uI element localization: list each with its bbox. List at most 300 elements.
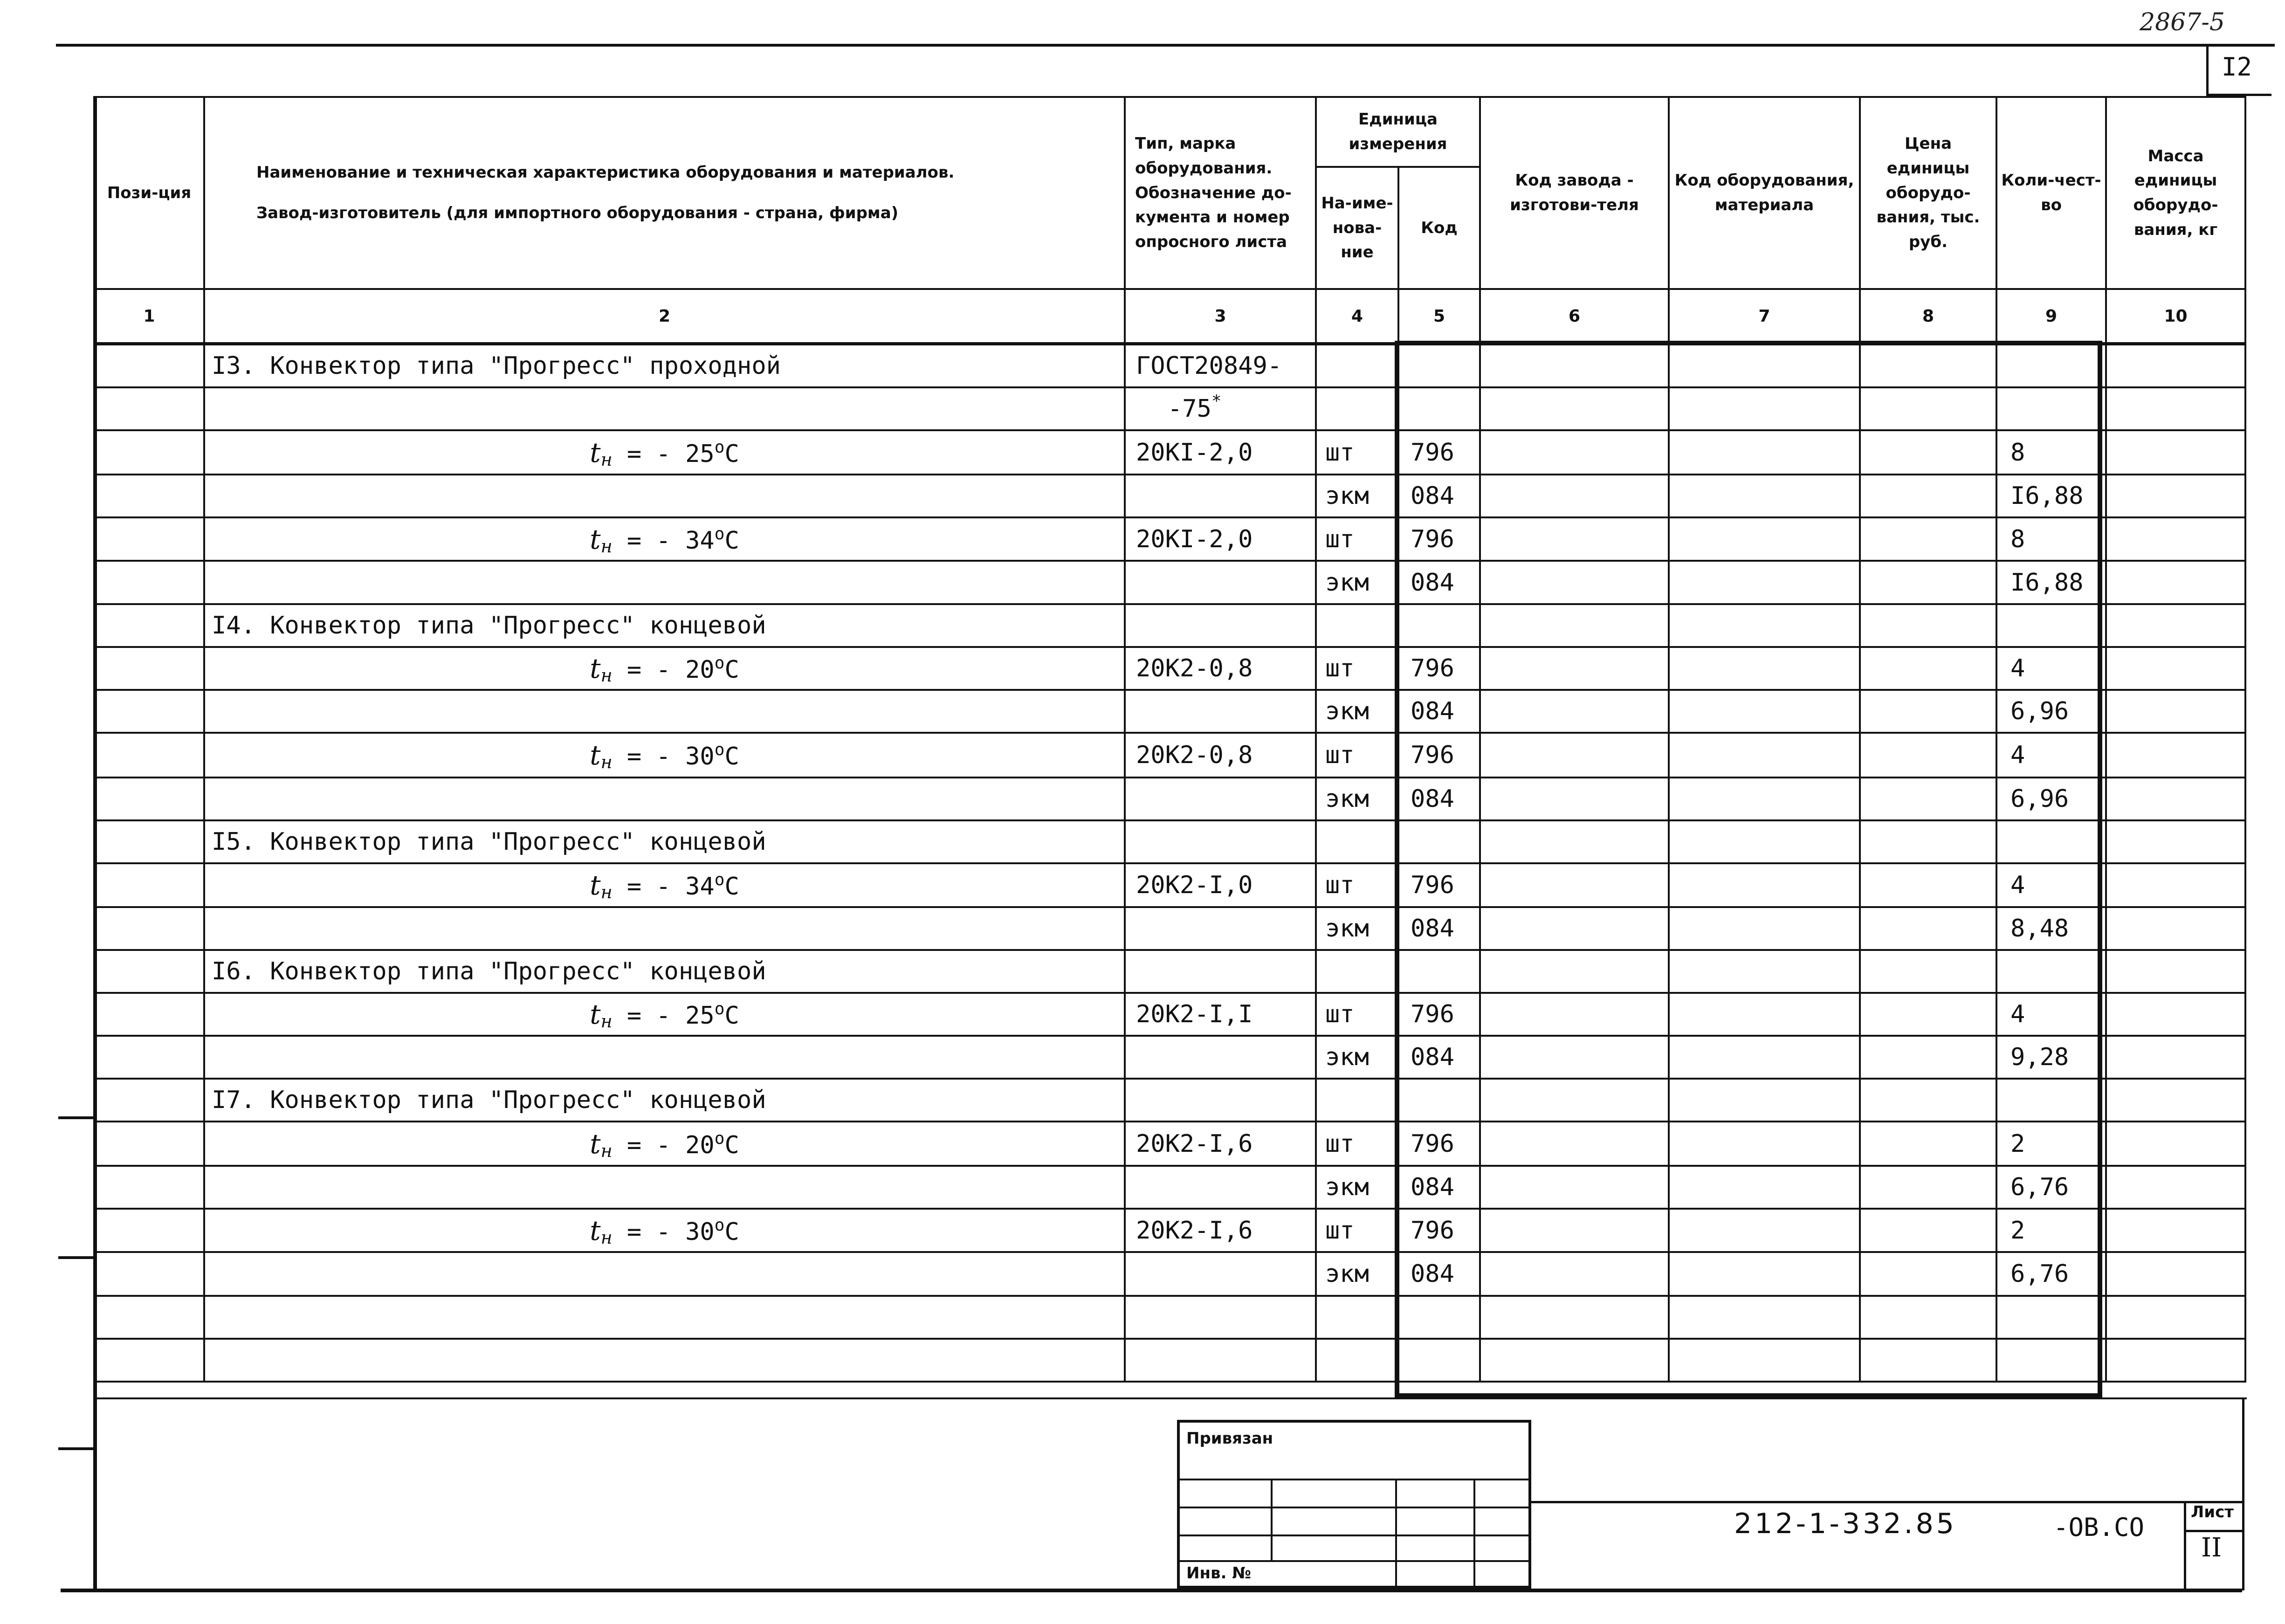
cell-mass [2106,647,2245,690]
cell-price [1860,993,1996,1036]
degree-sign: o [714,740,725,759]
cell-quantity: 8 [1996,430,2106,475]
cell-factory-code [1480,1036,1669,1079]
cell-factory-code [1480,993,1669,1036]
cell-quantity: 2 [1996,1122,2106,1166]
frame-left-line [93,96,97,1590]
temperature-subscript: н [600,1140,613,1161]
cell-equipment-code [1669,993,1860,1036]
temperature-unit: С [724,1131,739,1159]
cell-unit-name: экм [1316,778,1398,820]
cell-equipment-code [1669,561,1860,604]
column-number: 4 [1316,289,1398,344]
cell-name [204,561,1125,604]
cell-equipment-code [1669,1339,1860,1382]
cell-factory-code [1480,1252,1669,1296]
sheet-number: II [2201,1533,2222,1563]
cell-position [94,561,204,604]
cell-price [1860,1296,1996,1339]
temperature-unit: С [724,873,739,901]
cell-position [94,604,204,647]
equals-sign: = [612,1002,656,1030]
header-name-line2: Завод-изготовитель (для импортного оборудования - страна, фирма) [256,204,899,222]
frame-bottom-line [61,1589,2242,1592]
cell-type [1125,1209,1316,1252]
cell-mass [2106,344,2245,388]
cell-price [1860,430,1996,475]
table-row [94,863,2245,907]
cell-price [1860,1036,1996,1079]
cell-factory-code [1480,1122,1669,1166]
cell-quantity [1996,950,2106,993]
cell-equipment-code [1669,1166,1860,1209]
temperature-symbol: t [590,436,601,468]
cell-type [1125,690,1316,733]
specification-table [93,96,2246,1383]
table-row [94,1036,2245,1079]
cell-mass [2106,950,2245,993]
cell-equipment-code [1669,1209,1860,1252]
type-text: 20К2-I,0 [1136,871,1253,899]
cell-equipment-code [1669,647,1860,690]
type-text: 20К2-0,8 [1136,654,1253,682]
cell-unit-code: 084 [1398,1252,1480,1296]
corner-scribble: 2867-5 [2140,8,2225,36]
cell-mass [2106,387,2245,430]
table-row [94,690,2245,733]
temperature-value: - 25 [656,440,715,468]
sheet-number-box [2206,44,2271,96]
temperature-value: - 30 [656,743,715,771]
cell-position [94,1122,204,1166]
cell-type [1125,1166,1316,1209]
amendment-mark: * [1211,392,1222,411]
cell-factory-code [1480,863,1669,907]
cell-unit-code: 796 [1398,733,1480,778]
cell-unit-name: шт [1316,1122,1398,1166]
cell-name [204,647,1125,690]
table-row [94,1209,2245,1252]
cell-equipment-code [1669,733,1860,778]
degree-sign: o [714,870,725,889]
cell-quantity: 4 [1996,647,2106,690]
column-number: 6 [1480,289,1669,344]
cell-mass [2106,690,2245,733]
cell-unit-code: 796 [1398,863,1480,907]
cell-unit-name [1316,344,1398,388]
cell-name [204,1339,1125,1382]
temperature-value: - 34 [656,873,715,901]
cell-type [1125,430,1316,475]
temperature-value: - 25 [656,1002,715,1030]
cell-position [94,733,204,778]
type-text: -75 [1168,395,1211,423]
column-number: 10 [2106,289,2245,344]
cell-quantity [1996,387,2106,430]
cell-position [94,993,204,1036]
cell-name [204,1252,1125,1296]
cell-factory-code [1480,430,1669,475]
cell-position [94,1036,204,1079]
cell-price [1860,604,1996,647]
temperature-subscript: н [600,752,613,772]
cell-name [204,1036,1125,1079]
temperature-symbol: t [590,869,601,901]
table-row [94,1339,2245,1382]
cell-factory-code [1480,344,1669,388]
cell-name [204,863,1125,907]
cell-type [1125,1079,1316,1122]
table-row [94,647,2245,690]
cell-type [1125,733,1316,778]
table-row [94,820,2245,863]
temperature-subscript: н [600,449,613,470]
table-bottom-line [93,1397,2247,1399]
cell-equipment-code [1669,1079,1860,1122]
cell-name [204,993,1125,1036]
cell-type [1125,778,1316,820]
cell-quantity [1996,604,2106,647]
cell-position [94,1079,204,1122]
cell-quantity: 6,96 [1996,690,2106,733]
cell-mass [2106,863,2245,907]
column-number: 8 [1860,289,1996,344]
cell-unit-name [1316,1296,1398,1339]
cell-position [94,647,204,690]
temperature-subscript: н [600,665,613,686]
cell-name [204,1122,1125,1166]
temperature-subscript: н [600,1011,613,1032]
cell-type [1125,517,1316,561]
cell-name: I4. Конвектор типа "Прогресс" концевой [204,604,1125,647]
cell-type [1125,1036,1316,1079]
type-text: ГОСТ20849- [1136,352,1282,380]
cell-quantity [1996,1079,2106,1122]
cell-type [1125,344,1316,388]
stamp-line [1180,1560,1528,1562]
cell-unit-name: экм [1316,561,1398,604]
cell-unit-code [1398,1339,1480,1382]
cell-type [1125,1339,1316,1382]
temperature-value: - 30 [656,1218,715,1246]
temperature-symbol: t [590,1128,601,1160]
cell-mass [2106,907,2245,950]
cell-factory-code [1480,561,1669,604]
temperature-value: - 20 [656,656,715,684]
degree-sign: o [714,1215,725,1235]
cell-unit-name: шт [1316,733,1398,778]
stamp-line [1271,1479,1273,1560]
cell-price [1860,863,1996,907]
cell-equipment-code [1669,387,1860,430]
temperature-symbol: t [590,653,601,684]
cell-unit-name [1316,1339,1398,1382]
cell-factory-code [1480,1209,1669,1252]
cell-factory-code [1480,387,1669,430]
table-row [94,387,2245,430]
cell-mass [2106,1252,2245,1296]
cell-unit-code: 796 [1398,517,1480,561]
cell-factory-code [1480,475,1669,517]
cell-quantity: 8,48 [1996,907,2106,950]
cell-price [1860,1339,1996,1382]
cell-quantity: 6,76 [1996,1166,2106,1209]
cell-factory-code [1480,733,1669,778]
cell-unit-code: 796 [1398,993,1480,1036]
equals-sign: = [612,526,656,555]
cell-position [94,820,204,863]
cell-equipment-code [1669,430,1860,475]
cell-equipment-code [1669,778,1860,820]
cell-name [204,733,1125,778]
cell-position [94,950,204,993]
title-line [2184,1501,2186,1589]
degree-sign: o [714,437,725,457]
table-row [94,604,2245,647]
cell-unit-code [1398,950,1480,993]
cell-position [94,863,204,907]
column-number: 1 [94,289,204,344]
cell-mass [2106,1209,2245,1252]
cell-price [1860,647,1996,690]
table-row [94,430,2245,475]
cell-quantity: 4 [1996,733,2106,778]
table-row [94,475,2245,517]
cell-type [1125,647,1316,690]
equals-sign: = [612,743,656,771]
cell-factory-code [1480,1079,1669,1122]
cell-quantity [1996,820,2106,863]
degree-sign: o [714,1129,725,1148]
temperature-symbol: t [590,998,601,1030]
cell-price [1860,778,1996,820]
cell-equipment-code [1669,690,1860,733]
column-number: 3 [1125,289,1316,344]
binding-stamp [1177,1420,1531,1589]
header-position: Пози-ция [94,97,204,289]
cell-equipment-code [1669,1296,1860,1339]
margin-tick [58,1116,93,1119]
cell-name [204,778,1125,820]
cell-name [204,1296,1125,1339]
header-unit-name: На-име-нова-ние [1316,167,1398,289]
cell-unit-name: шт [1316,647,1398,690]
stamp-line [1180,1479,1528,1480]
cell-mass [2106,475,2245,517]
title-line [1531,1501,2244,1503]
cell-quantity: 8 [1996,517,2106,561]
cell-equipment-code [1669,907,1860,950]
cell-equipment-code [1669,820,1860,863]
cell-price [1860,561,1996,604]
cell-mass [2106,993,2245,1036]
table-row [94,1122,2245,1166]
cell-name: I5. Конвектор типа "Прогресс" концевой [204,820,1125,863]
header-factory-code: Код завода - изготови-теля [1480,97,1669,289]
cell-factory-code [1480,1296,1669,1339]
table-header [94,97,2245,344]
cell-unit-code: 084 [1398,778,1480,820]
cell-position [94,1339,204,1382]
margin-tick [58,1447,93,1450]
header-name [204,97,1125,289]
cell-name: I6. Конвектор типа "Прогресс" концевой [204,950,1125,993]
cell-mass [2106,430,2245,475]
header-name-line1: Наименование и техническая характеристика оборудования и материалов. [256,163,955,182]
cell-type [1125,863,1316,907]
cell-unit-code: 084 [1398,690,1480,733]
title-line [2242,1397,2244,1590]
stamp-inventory-label: Инв. № [1186,1564,1252,1583]
cell-quantity: 4 [1996,993,2106,1036]
cell-name [204,690,1125,733]
cell-mass [2106,1166,2245,1209]
cell-price [1860,517,1996,561]
cell-price [1860,475,1996,517]
equals-sign: = [612,1131,656,1159]
cell-quantity: 9,28 [1996,1036,2106,1079]
column-number: 7 [1669,289,1860,344]
cell-equipment-code [1669,344,1860,388]
type-text: 20К2-I,I [1136,1000,1253,1028]
cell-name [204,1209,1125,1252]
cell-quantity [1996,344,2106,388]
table-row [94,1296,2245,1339]
degree-sign: o [714,999,725,1018]
cell-name [204,907,1125,950]
cell-unit-code: 796 [1398,430,1480,475]
equals-sign: = [612,1218,656,1246]
cell-unit-code: 796 [1398,647,1480,690]
cell-name [204,430,1125,475]
cell-position [94,344,204,388]
cell-mass [2106,820,2245,863]
cell-unit-name: экм [1316,907,1398,950]
cell-unit-code: 796 [1398,1122,1480,1166]
cell-name [204,475,1125,517]
cell-quantity [1996,1296,2106,1339]
header-quantity: Коли-чест-во [1996,97,2106,289]
sheet-label: Лист [2191,1503,2234,1521]
cell-name [204,517,1125,561]
cell-unit-code: 084 [1398,1166,1480,1209]
type-text: 20КI-2,0 [1136,438,1253,467]
table-row [94,778,2245,820]
table-row [94,733,2245,778]
cell-quantity [1996,1339,2106,1382]
table-row [94,950,2245,993]
top-border-line [56,44,2275,47]
cell-quantity: 6,76 [1996,1252,2106,1296]
cell-factory-code [1480,690,1669,733]
cell-mass [2106,1339,2245,1382]
temperature-unit: С [724,440,739,468]
table-row [94,993,2245,1036]
cell-quantity: 4 [1996,863,2106,907]
table-row [94,1079,2245,1122]
cell-unit-code [1398,387,1480,430]
cell-price [1860,1209,1996,1252]
cell-unit-name: экм [1316,475,1398,517]
stamp-bound-label: Привязан [1186,1429,1273,1448]
type-text: 20К2-0,8 [1136,741,1253,769]
cell-factory-code [1480,1339,1669,1382]
cell-type [1125,475,1316,517]
cell-unit-name [1316,820,1398,863]
cell-price [1860,907,1996,950]
cell-mass [2106,1296,2245,1339]
cell-equipment-code [1669,1036,1860,1079]
cell-position [94,1252,204,1296]
cell-factory-code [1480,950,1669,993]
table-row [94,907,2245,950]
header-mass: Масса единицы оборудо-вания, кг [2106,97,2245,289]
cell-type [1125,561,1316,604]
cell-name: I3. Конвектор типа "Прогресс" проходной [204,344,1125,388]
cell-price [1860,690,1996,733]
cell-mass [2106,604,2245,647]
cell-equipment-code [1669,604,1860,647]
cell-equipment-code [1669,475,1860,517]
cell-unit-code: 796 [1398,1209,1480,1252]
cell-position [94,690,204,733]
temperature-unit: С [724,656,739,684]
column-number: 5 [1398,289,1480,344]
cell-type [1125,1252,1316,1296]
cell-equipment-code [1669,517,1860,561]
cell-position [94,1296,204,1339]
temperature-subscript: н [600,1227,613,1248]
cell-unit-code [1398,344,1480,388]
cell-quantity: I6,88 [1996,561,2106,604]
cell-position [94,387,204,430]
cell-factory-code [1480,820,1669,863]
cell-unit-name: шт [1316,430,1398,475]
cell-unit-code: 084 [1398,561,1480,604]
cell-mass [2106,1036,2245,1079]
cell-unit-code: 084 [1398,1036,1480,1079]
cell-type [1125,820,1316,863]
stamp-line [1180,1507,1528,1508]
table-body [94,344,2245,1382]
cell-unit-code [1398,1296,1480,1339]
cell-type [1125,1296,1316,1339]
column-number-row [94,289,2245,344]
cell-type [1125,604,1316,647]
table-row [94,1252,2245,1296]
cell-unit-code: 084 [1398,907,1480,950]
cell-unit-name: экм [1316,1252,1398,1296]
equals-sign: = [612,656,656,684]
cell-equipment-code [1669,1252,1860,1296]
cell-mass [2106,1079,2245,1122]
cell-price [1860,1166,1996,1209]
cell-factory-code [1480,1166,1669,1209]
cell-unit-name: шт [1316,993,1398,1036]
cell-type [1125,907,1316,950]
degree-sign: o [714,524,725,544]
equals-sign: = [612,873,656,901]
temperature-value: - 20 [656,1131,715,1159]
column-number: 9 [1996,289,2106,344]
cell-unit-name: экм [1316,1166,1398,1209]
cell-unit-name: экм [1316,690,1398,733]
cell-unit-name [1316,387,1398,430]
stamp-line [1473,1479,1475,1589]
table-row [94,344,2245,388]
cell-mass [2106,778,2245,820]
temperature-unit: С [724,743,739,771]
